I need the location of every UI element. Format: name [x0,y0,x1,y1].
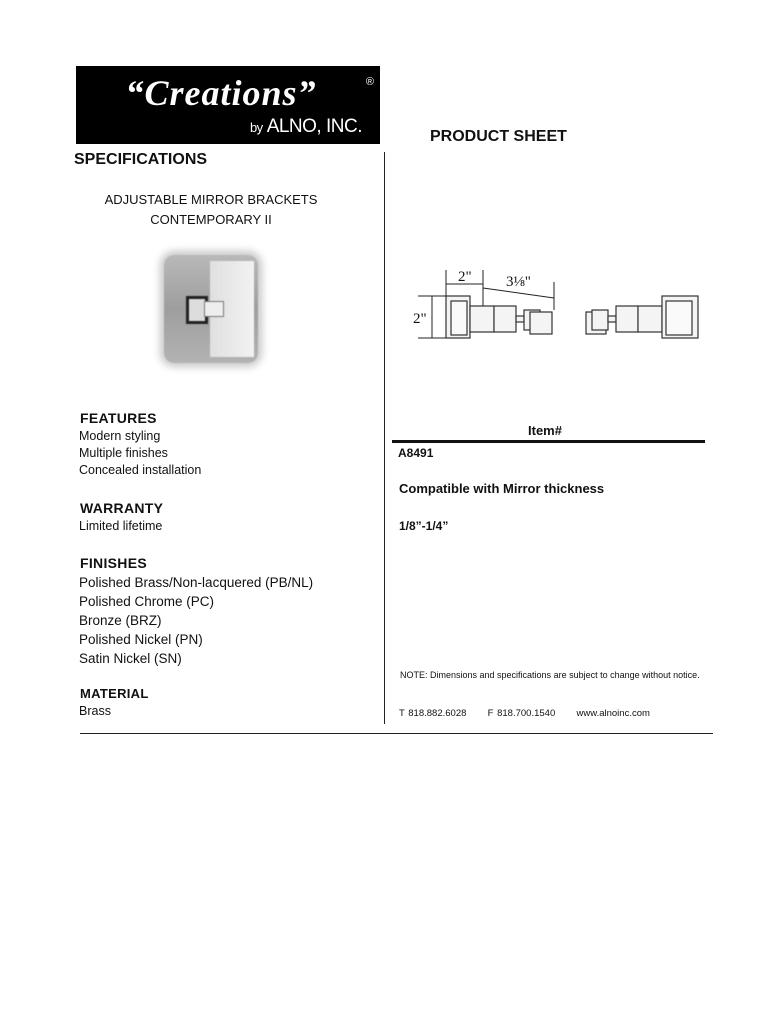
finish-item: Polished Chrome (PC) [79,594,215,609]
contact-website: www.alnoinc.com [576,708,650,719]
feature-item: Multiple finishes [79,446,168,460]
plate-face-2 [666,301,692,335]
product-collection: CONTEMPORARY II [150,212,272,227]
dimension-diagram [408,262,708,344]
material-value: Brass [79,704,111,718]
logo-brand-text: “Creations” [125,73,317,113]
item-number: A8491 [398,446,434,460]
logo-company [250,116,362,138]
product-photo [164,255,258,363]
clip-2 [530,312,552,334]
disclaimer-note: NOTE: Dimensions and specifications are subject to change without notice. [400,670,700,680]
product-name: ADJUSTABLE MIRROR BRACKETS [104,192,318,207]
bracket-arm-2 [494,306,516,332]
logo-company-name: ALNO, INC. [266,116,362,137]
compat-value: 1/8”-1/4” [399,519,449,533]
features-heading: FEATURES [80,410,157,426]
contact-phone: T 818.882.6028 [399,708,467,719]
dim-height-label: 2" [413,311,427,327]
dim-width-label: 2" [458,269,472,285]
logo-by: by [249,120,263,135]
contact-line [399,708,650,719]
dim-depth-label: 3⅛" [506,274,531,290]
material-heading: MATERIAL [80,686,149,701]
bracket-clip [204,301,224,317]
finish-item: Satin Nickel (SN) [79,651,182,666]
bottom-rule [80,733,713,734]
item-rule [392,440,705,443]
specifications-title: SPECIFICATIONS [74,151,208,168]
contact-fax: F 818.700.1540 [487,708,556,719]
compat-label: Compatible with Mirror thickness [399,481,605,496]
column-divider [384,152,385,724]
item-label: Item# [528,423,562,438]
finishes-heading: FINISHES [80,555,147,571]
finish-item: Polished Nickel (PN) [79,632,203,647]
feature-item: Modern styling [79,429,161,443]
warranty-value: Limited lifetime [79,519,163,533]
registered-mark: ® [365,76,374,88]
company-logo [76,66,380,144]
finish-item: Polished Brass/Non-lacquered (PB/NL) [79,575,314,590]
product-sheet-title: PRODUCT SHEET [430,128,567,145]
bracket-stem [516,316,524,322]
clip-4 [592,310,608,330]
finish-item: Bronze (BRZ) [79,613,162,628]
plate-face [451,301,467,335]
bracket-arm-4 [638,306,662,332]
feature-item: Concealed installation [79,463,202,477]
warranty-heading: WARRANTY [80,500,164,516]
bracket-stem-2 [608,316,616,322]
bracket-arm-3 [616,306,638,332]
bracket-arm-1 [470,306,494,332]
